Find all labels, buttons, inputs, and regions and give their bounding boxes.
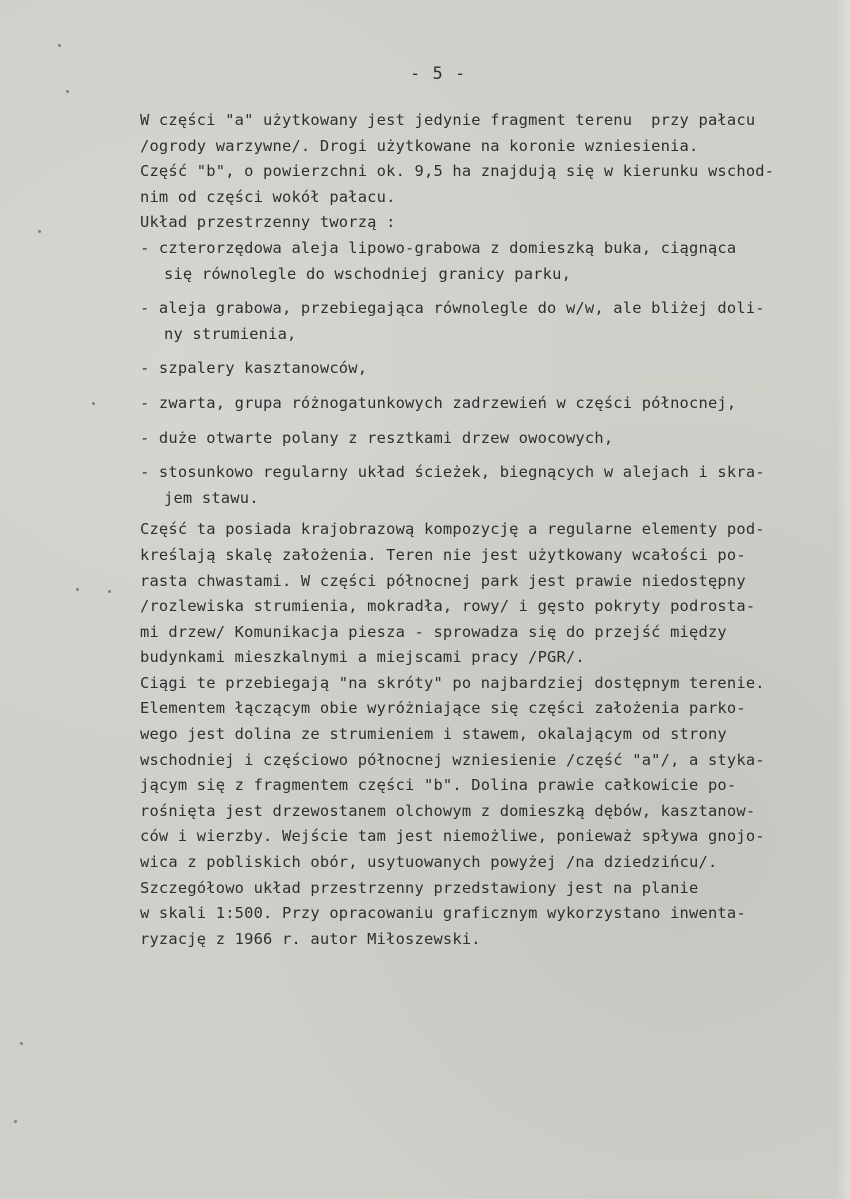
spatial-elements-list bbox=[140, 236, 830, 511]
list-item bbox=[140, 460, 830, 511]
list-item bbox=[140, 391, 830, 417]
paragraph-intro bbox=[140, 108, 830, 236]
text-line: wschodniej i częściowo północnej wzniesienie /część "a"/, a styka- bbox=[140, 750, 765, 769]
list-item bbox=[140, 296, 830, 347]
text-line: W części "a" użytkowany jest jedynie fragment terenu przy pałacu bbox=[140, 111, 756, 129]
text-line: Elementem łączącym obie wyróżniające się części założenia parko- bbox=[140, 699, 746, 718]
list-item-line: - stosunkowo regularny układ ścieżek, biegnących w alejach i skra- bbox=[140, 463, 765, 482]
list-item-line: ny strumienia, bbox=[164, 324, 297, 343]
text-line: budynkami mieszkalnymi a miejscami pracy /PGR/. bbox=[140, 648, 585, 667]
text-line: kreślają skalę założenia. Teren nie jest użytkowany wcałości po- bbox=[140, 545, 746, 564]
list-item-line: - zwarta, grupa różnogatunkowych zadrzewień w części północnej, bbox=[140, 393, 737, 412]
page-number: - 5 - bbox=[410, 64, 467, 84]
text-line: jącym się z fragmentem części "b". Dolina prawie całkowicie po- bbox=[140, 776, 737, 795]
text-line: wego jest dolina ze strumieniem i stawem, okalającym od strony bbox=[140, 725, 727, 744]
list-item-line: się równolegle do wschodniej granicy parku, bbox=[164, 264, 572, 283]
page-edge-shadow bbox=[836, 0, 850, 1199]
text-line: /rozlewiska strumienia, mokradła, rowy/ i gęsto pokryty podrosta- bbox=[140, 597, 756, 616]
text-line: wica z pobliskich obór, usytuowanych powyżej /na dziedzińcu/. bbox=[140, 853, 718, 872]
text-line: nim od części wokół pałacu. bbox=[140, 187, 396, 206]
list-item bbox=[140, 356, 830, 382]
text-line: /ogrody warzywne/. Drogi użytkowane na koronie wzniesienia. bbox=[140, 136, 699, 155]
text-line: rośnięta jest drzewostanem olchowym z domieszką dębów, kasztanow- bbox=[140, 801, 756, 820]
text-line: ców i wierzby. Wejście tam jest niemożliwe, ponieważ spływa gnojo- bbox=[140, 827, 765, 846]
list-item-line: - szpalery kasztanowców, bbox=[140, 359, 368, 378]
text-line: Układ przestrzenny tworzą : bbox=[140, 213, 396, 232]
text-line: mi drzew/ Komunikacja piesza - sprowadza się do przejść między bbox=[140, 622, 727, 641]
text-line: Część "b", o powierzchni ok. 9,5 ha znajdują się w kierunku wschod- bbox=[140, 162, 775, 181]
paragraph-description bbox=[140, 517, 830, 952]
list-item-line: jem stawu. bbox=[164, 488, 259, 507]
list-item bbox=[140, 426, 830, 452]
body-text bbox=[140, 108, 830, 952]
list-item-line: - aleja grabowa, przebiegająca równolegle do w/w, ale bliżej doli- bbox=[140, 299, 765, 318]
text-line: rasta chwastami. W części północnej park jest prawie niedostępny bbox=[140, 571, 746, 590]
text-line: w skali 1:500. Przy opracowaniu graficznym wykorzystano inwenta- bbox=[140, 904, 746, 923]
list-item-line: - duże otwarte polany z resztkami drzew owocowych, bbox=[140, 428, 614, 447]
text-line: Część ta posiada krajobrazową kompozycję a regularne elementy pod- bbox=[140, 520, 765, 539]
text-line: Ciągi te przebiegają "na skróty" po najbardziej dostępnym terenie. bbox=[140, 673, 765, 692]
list-item-line: - czterorzędowa aleja lipowo-grabowa z domieszką buka, ciągnąca bbox=[140, 238, 737, 257]
list-item bbox=[140, 236, 830, 287]
text-line: Szczegółowo układ przestrzenny przedstawiony jest na planie bbox=[140, 878, 699, 897]
text-line: ryzację z 1966 r. autor Miłoszewski. bbox=[140, 929, 481, 948]
